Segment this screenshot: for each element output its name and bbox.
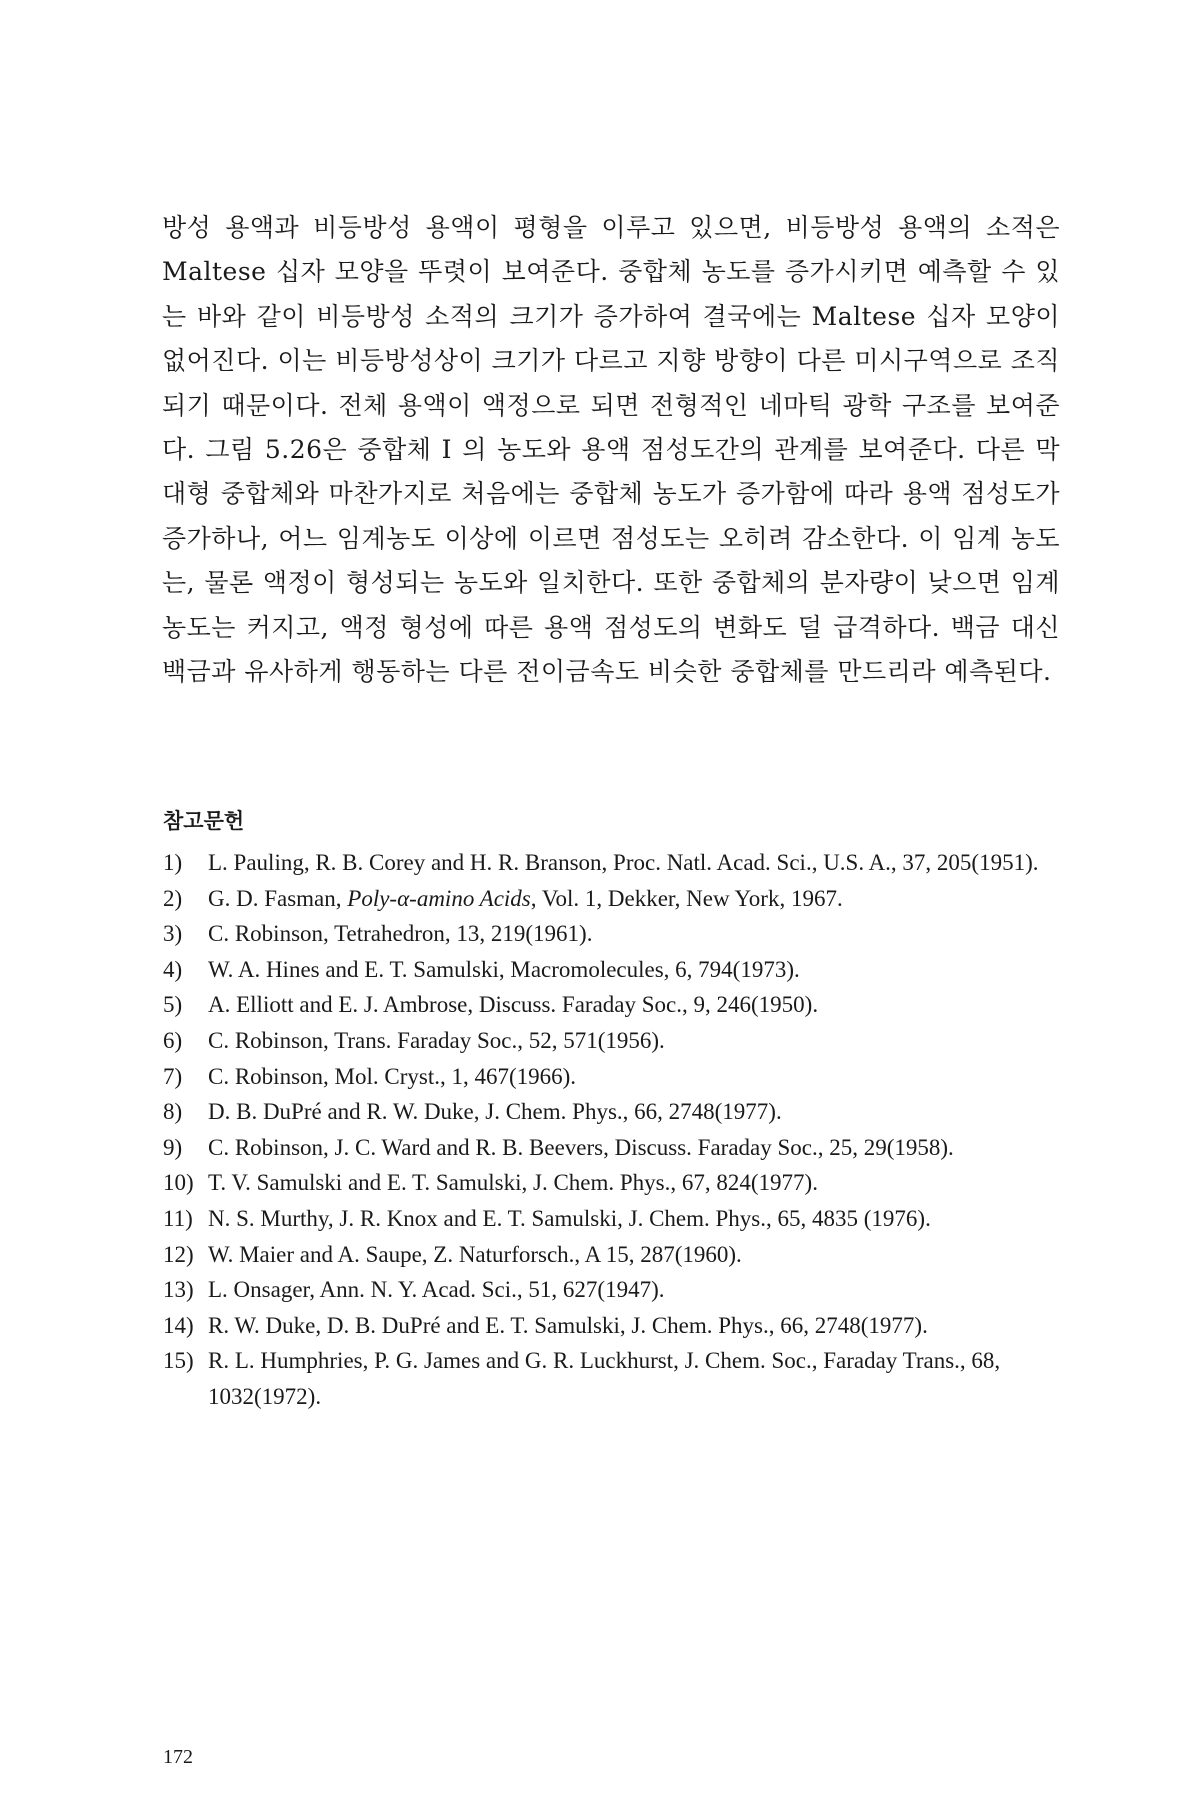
reference-text-main: T. V. Samulski and E. T. Samulski, J. Chem. Phys., 67, 824(1977). — [208, 1170, 818, 1196]
reference-text-main: R. W. Duke, D. B. DuPré and E. T. Samulski, J. Chem. Phys., 66, 2748(1977). — [208, 1312, 928, 1338]
reference-text — [208, 1023, 1063, 1059]
reference-text-main: L. Pauling, R. B. Corey and H. R. Branson, Proc. Natl. Acad. Sci., U.S. A., 37, 205(1951). — [208, 850, 1039, 875]
body-paragraph: 방성 용액과 비등방성 용액이 평형을 이루고 있으면, 비등방성 용액의 소적은 Maltese 십자 모양을 뚜렷이 보여준다. 중합체 농도를 증가시키면 예측할 수 있는 바와 같이 비등방성 소적의 크기가 증가하여 결국에는 Maltese 십자 모양이 없어진다. 이는 비등방성상이 크기가 다르고 지향 방향이 다른 미시구역으로 조직되기 때문이다. 전체 용액이 액정으로 되면 전형적인 네마틱 광학 구조를 보여준다. 그림 5.26은 중합체 I 의 농도와 용액 점성도간의 관계를 보여준다. 다른 막대형 중합체와 마찬가지로 처음에는 중합체 농도가 증가함에 따라 용액 점성도가 증가하나, 어느 임계농도 이상에 이르면 점성도는 오히려 감소한다. 이 임계 농도는, 물론 액정이 형성되는 농도와 일치한다. 또한 중합체의 분자량이 낮으면 임계농도는 커지고, 액정 형성에 따른 용액 점성도의 변화도 덜 급격하다. 백금 대신 백금과 유사하게 행동하는 다른 전이금속도 비슷한 중합체를 만드리라 예측된다. — [162, 213, 1060, 687]
reference-text — [208, 1308, 1063, 1344]
reference-item — [163, 1130, 1063, 1166]
reference-text-main: G. D. Fasman, — [208, 885, 348, 911]
reference-text — [208, 1272, 1063, 1308]
reference-number: 15) — [163, 1348, 194, 1374]
reference-item — [163, 1165, 1063, 1201]
reference-number: 13) — [163, 1277, 194, 1303]
reference-item — [163, 1059, 1063, 1095]
reference-number: 11) — [163, 1205, 193, 1231]
references-list — [163, 845, 1063, 1415]
reference-item — [163, 1094, 1063, 1130]
reference-text — [208, 987, 1063, 1023]
reference-text-main: D. B. DuPré and R. W. Duke, J. Chem. Phys., 66, 2748(1977). — [208, 1099, 782, 1125]
reference-text-main: A. Elliott and E. J. Ambrose, Discuss. Faraday Soc., 9, 246(1950). — [208, 992, 819, 1018]
reference-item — [163, 845, 1063, 881]
reference-text — [208, 916, 1063, 952]
references-heading: 참고문헌 — [163, 809, 245, 833]
reference-text-main: C. Robinson, Trans. Faraday Soc., 52, 571(1956). — [208, 1027, 665, 1053]
reference-number: 5) — [163, 992, 183, 1018]
reference-item — [163, 987, 1063, 1023]
reference-item — [163, 881, 1063, 917]
reference-text — [208, 1237, 1063, 1273]
reference-number: 8) — [163, 1099, 183, 1125]
reference-text — [208, 845, 1063, 881]
reference-text-main: W. A. Hines and E. T. Samulski, Macromolecules, 6, 794(1973). — [208, 956, 800, 982]
reference-text-main: C. Robinson, Mol. Cryst., 1, 467(1966). — [208, 1063, 577, 1089]
reference-number: 10) — [163, 1170, 194, 1196]
reference-item — [163, 1343, 1063, 1414]
reference-number: 6) — [163, 1027, 183, 1053]
reference-title-italic: Poly-α-amino Acids — [347, 885, 531, 911]
reference-text — [208, 1130, 1063, 1166]
reference-item — [163, 1272, 1063, 1308]
reference-item — [163, 1237, 1063, 1273]
reference-number: 2) — [163, 885, 183, 911]
reference-text — [208, 1059, 1063, 1095]
reference-item — [163, 952, 1063, 988]
reference-number: 14) — [163, 1312, 194, 1338]
reference-text — [208, 881, 1063, 917]
reference-text-main: W. Maier and A. Saupe, Z. Naturforsch., A 15, 287(1960). — [208, 1241, 742, 1267]
page-number: 172 — [163, 1746, 193, 1768]
reference-item — [163, 1023, 1063, 1059]
reference-number: 7) — [163, 1063, 183, 1089]
reference-text-main: N. S. Murthy, J. R. Knox and E. T. Samulski, J. Chem. Phys., 65, 4835 (1976). — [208, 1205, 931, 1231]
reference-text — [208, 952, 1063, 988]
reference-number: 12) — [163, 1241, 194, 1267]
reference-text — [208, 1201, 1063, 1237]
reference-text — [208, 1094, 1063, 1130]
reference-number: 3) — [163, 921, 183, 947]
reference-text-main: L. Onsager, Ann. N. Y. Acad. Sci., 51, 627(1947). — [208, 1277, 665, 1303]
reference-number: 4) — [163, 956, 183, 982]
reference-number: 1) — [163, 850, 183, 875]
reference-text-tail: , Vol. 1, Dekker, New York, 1967. — [530, 885, 843, 911]
reference-number: 9) — [163, 1134, 183, 1160]
reference-item — [163, 1308, 1063, 1344]
reference-text-main: C. Robinson, J. C. Ward and R. B. Beevers, Discuss. Faraday Soc., 25, 29(1958). — [208, 1134, 954, 1160]
reference-text — [208, 1343, 1063, 1414]
reference-item — [163, 916, 1063, 952]
reference-item — [163, 1201, 1063, 1237]
reference-text-main: C. Robinson, Tetrahedron, 13, 219(1961). — [208, 921, 593, 947]
reference-text-main: R. L. Humphries, P. G. James and G. R. Luckhurst, J. Chem. Soc., Faraday Trans., 68, 1032(1972). — [208, 1348, 1001, 1409]
reference-text — [208, 1165, 1063, 1201]
